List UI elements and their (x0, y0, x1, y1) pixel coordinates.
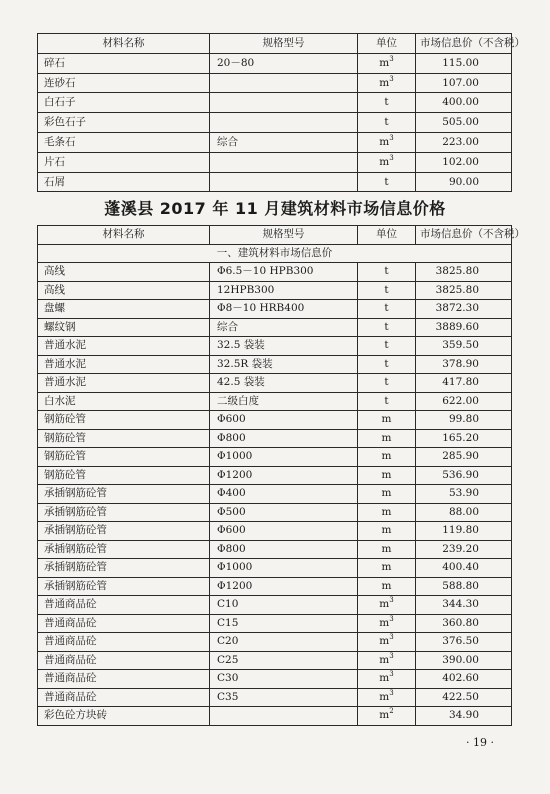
spec-cell: Φ600 (210, 411, 358, 430)
table-row (38, 300, 512, 319)
unit-text: m (381, 524, 392, 536)
price-cell: 417.80 (416, 374, 512, 393)
spec-cell: Φ8－10 HRB400 (210, 300, 358, 319)
price-cell: 505.00 (416, 113, 512, 133)
unit-text: m (379, 76, 390, 89)
unit-text: m (381, 413, 392, 425)
spec-cell (210, 152, 358, 172)
spec-cell: 20－80 (210, 53, 358, 73)
unit-cell (358, 318, 416, 337)
col-header-unit: 单位 (358, 34, 416, 54)
table-row (38, 688, 512, 707)
unit-text: m (379, 653, 390, 666)
table-row (38, 355, 512, 374)
col-header-price: 市场信息价（不含税） (416, 34, 512, 54)
material-name-cell: 白石子 (38, 93, 210, 113)
material-name-cell: 普通商品砼 (38, 688, 210, 707)
material-name-cell: 钢筋砼管 (38, 411, 210, 430)
unit-text: m (379, 135, 390, 148)
material-name-cell: 盘螺 (38, 300, 210, 319)
material-name-cell: 钢筋砼管 (38, 448, 210, 467)
unit-text: t (384, 357, 389, 370)
table-body-main (38, 263, 512, 726)
price-cell: 422.50 (416, 688, 512, 707)
unit-cell (358, 614, 416, 633)
section-row (38, 244, 512, 263)
price-cell: 90.00 (416, 172, 512, 192)
spec-cell: Φ1200 (210, 466, 358, 485)
price-cell: 3825.80 (416, 281, 512, 300)
spec-cell (210, 113, 358, 133)
unit-cell (358, 448, 416, 467)
table-row (38, 411, 512, 430)
spec-cell: Φ800 (210, 540, 358, 559)
price-cell: 588.80 (416, 577, 512, 596)
unit-cell (358, 485, 416, 504)
table-row (38, 429, 512, 448)
col-header-spec: 规格型号 (210, 226, 358, 245)
table-row (38, 670, 512, 689)
unit-cell (358, 93, 416, 113)
unit-text: t (384, 116, 389, 129)
material-name-cell: 普通商品砼 (38, 633, 210, 652)
material-name-cell: 白水泥 (38, 392, 210, 411)
price-cell: 88.00 (416, 503, 512, 522)
material-name-cell: 连砂石 (38, 73, 210, 93)
material-name-cell: 片石 (38, 152, 210, 172)
material-name-cell: 普通商品砼 (38, 614, 210, 633)
material-name-cell: 承插钢筋砼管 (38, 503, 210, 522)
col-header-name: 材料名称 (38, 226, 210, 245)
unit-cell (358, 503, 416, 522)
unit-text: t (384, 320, 389, 333)
unit-cell (358, 466, 416, 485)
price-cell: 378.90 (416, 355, 512, 374)
section-label: 一、建筑材料市场信息价 (38, 244, 512, 263)
material-name-cell: 螺纹钢 (38, 318, 210, 337)
unit-text: t (384, 394, 389, 407)
price-table-main (37, 225, 525, 726)
unit-text: t (384, 96, 389, 109)
unit-cell (358, 577, 416, 596)
material-name-cell: 高线 (38, 281, 210, 300)
unit-exponent: 3 (389, 596, 394, 604)
table-row (38, 466, 512, 485)
price-cell: 34.90 (416, 707, 512, 726)
unit-text: m (381, 542, 392, 555)
unit-text: t (384, 376, 389, 388)
table-row (38, 485, 512, 504)
price-cell: 376.50 (416, 633, 512, 652)
table-row (38, 633, 512, 652)
material-name-cell: 碎石 (38, 53, 210, 73)
price-cell: 536.90 (416, 466, 512, 485)
unit-cell (358, 596, 416, 615)
page-number: · 19 · (466, 736, 494, 749)
table-row (38, 577, 512, 596)
price-cell: 3872.30 (416, 300, 512, 319)
price-cell: 622.00 (416, 392, 512, 411)
table-row (38, 707, 512, 726)
table-body-top (38, 53, 512, 192)
price-cell: 165.20 (416, 429, 512, 448)
spec-cell: 32.5R 袋装 (210, 355, 358, 374)
unit-exponent: 3 (389, 633, 394, 641)
unit-cell (358, 688, 416, 707)
price-cell: 285.90 (416, 448, 512, 467)
unit-text: t (384, 175, 389, 188)
spec-cell: 12HPB300 (210, 281, 358, 300)
spec-cell: Φ1000 (210, 559, 358, 578)
spec-cell: C35 (210, 688, 358, 707)
spec-cell: Φ600 (210, 522, 358, 541)
spec-cell: Φ1200 (210, 577, 358, 596)
unit-cell (358, 113, 416, 133)
spec-cell: 32.5 袋装 (210, 337, 358, 356)
unit-text: m (381, 487, 392, 499)
material-name-cell: 承插钢筋砼管 (38, 577, 210, 596)
price-cell: 107.00 (416, 73, 512, 93)
unit-cell (358, 73, 416, 93)
page-title: 蓬溪县 2017 年 11 月建筑材料市场信息价格 (104, 199, 446, 218)
unit-text: m (381, 505, 392, 518)
material-name-cell: 普通商品砼 (38, 651, 210, 670)
spec-cell: C10 (210, 596, 358, 615)
price-cell: 115.00 (416, 53, 512, 73)
spec-cell (210, 93, 358, 113)
unit-cell (358, 132, 416, 152)
col-header-price: 市场信息价（不含税） (416, 226, 512, 245)
price-cell: 99.80 (416, 411, 512, 430)
material-name-cell: 承插钢筋砼管 (38, 485, 210, 504)
material-name-cell: 承插钢筋砼管 (38, 559, 210, 578)
table-row (38, 374, 512, 393)
price-cell: 239.20 (416, 540, 512, 559)
spec-cell: 综合 (210, 132, 358, 152)
unit-exponent: 3 (389, 614, 394, 623)
table-row (38, 93, 512, 113)
unit-text: m (381, 468, 392, 481)
unit-exponent: 2 (389, 707, 394, 715)
table-row (38, 281, 512, 300)
table-row (38, 559, 512, 578)
table-row (38, 263, 512, 282)
unit-cell (358, 522, 416, 541)
price-cell: 360.80 (416, 614, 512, 633)
table-row (38, 596, 512, 615)
spec-cell (210, 707, 358, 726)
price-cell: 400.40 (416, 559, 512, 578)
unit-cell (358, 300, 416, 319)
table-row (38, 73, 512, 93)
unit-cell (358, 429, 416, 448)
material-name-cell: 承插钢筋砼管 (38, 540, 210, 559)
unit-cell (358, 355, 416, 374)
price-cell: 390.00 (416, 651, 512, 670)
unit-text: t (384, 302, 389, 314)
table-row (38, 614, 512, 633)
spec-cell: Φ800 (210, 429, 358, 448)
unit-text: m (381, 561, 392, 573)
price-cell: 400.00 (416, 93, 512, 113)
spec-cell: Φ400 (210, 485, 358, 504)
unit-text: m (379, 598, 390, 610)
material-name-cell: 承插钢筋砼管 (38, 522, 210, 541)
unit-cell (358, 670, 416, 689)
unit-exponent: 3 (389, 74, 394, 83)
material-name-cell: 普通商品砼 (38, 596, 210, 615)
table-row (38, 392, 512, 411)
table-row (38, 448, 512, 467)
col-header-name: 材料名称 (38, 34, 210, 54)
spec-cell: 42.5 袋装 (210, 374, 358, 393)
table-row (38, 53, 512, 73)
price-cell: 119.80 (416, 522, 512, 541)
unit-cell (358, 633, 416, 652)
unit-cell (358, 152, 416, 172)
unit-exponent: 3 (389, 688, 394, 697)
material-name-cell: 普通水泥 (38, 374, 210, 393)
unit-exponent: 3 (389, 153, 394, 162)
unit-text: t (384, 283, 389, 296)
price-table-top (37, 33, 525, 192)
spec-cell: Φ500 (210, 503, 358, 522)
unit-text: m (379, 56, 390, 69)
material-name-cell: 彩色砼方块砖 (38, 707, 210, 726)
material-name-cell: 钢筋砼管 (38, 466, 210, 485)
price-cell: 53.90 (416, 485, 512, 504)
material-name-cell: 毛条石 (38, 132, 210, 152)
unit-text: t (384, 339, 389, 351)
spec-cell: C25 (210, 651, 358, 670)
unit-text: m (379, 709, 390, 721)
col-header-spec: 规格型号 (210, 34, 358, 54)
price-cell: 223.00 (416, 132, 512, 152)
material-name-cell: 普通水泥 (38, 355, 210, 374)
price-cell: 3825.80 (416, 263, 512, 282)
unit-text: m (381, 450, 392, 462)
price-cell: 102.00 (416, 152, 512, 172)
unit-text: m (379, 635, 390, 647)
unit-cell (358, 374, 416, 393)
table-row (38, 152, 512, 172)
unit-text: m (379, 616, 390, 629)
price-cell: 344.30 (416, 596, 512, 615)
unit-text: t (384, 265, 389, 277)
unit-cell (358, 559, 416, 578)
unit-cell (358, 707, 416, 726)
table-row (38, 318, 512, 337)
price-cell: 3889.60 (416, 318, 512, 337)
unit-cell (358, 172, 416, 192)
spec-cell (210, 172, 358, 192)
spec-cell: Φ1000 (210, 448, 358, 467)
spec-cell: 二级白度 (210, 392, 358, 411)
unit-exponent: 3 (389, 651, 394, 660)
price-cell: 359.50 (416, 337, 512, 356)
material-name-cell: 普通水泥 (38, 337, 210, 356)
unit-exponent: 3 (389, 670, 394, 678)
table-row (38, 172, 512, 192)
price-cell: 402.60 (416, 670, 512, 689)
table-row (38, 337, 512, 356)
unit-cell (358, 540, 416, 559)
spec-cell: Φ6.5－10 HPB300 (210, 263, 358, 282)
spec-cell (210, 73, 358, 93)
unit-exponent: 3 (389, 54, 394, 63)
spec-cell: C20 (210, 633, 358, 652)
table-header-row (38, 34, 512, 54)
unit-text: m (379, 672, 390, 684)
table-row (38, 540, 512, 559)
spec-cell: 综合 (210, 318, 358, 337)
material-name-cell: 钢筋砼管 (38, 429, 210, 448)
unit-cell (358, 392, 416, 411)
unit-cell (358, 337, 416, 356)
table-row (38, 503, 512, 522)
table-row (38, 113, 512, 133)
unit-exponent: 3 (389, 133, 394, 142)
unit-text: m (379, 690, 390, 703)
table-row (38, 651, 512, 670)
material-name-cell: 普通商品砼 (38, 670, 210, 689)
unit-cell (358, 263, 416, 282)
spec-cell: C15 (210, 614, 358, 633)
table-row (38, 522, 512, 541)
unit-cell (358, 411, 416, 430)
unit-text: m (381, 431, 392, 444)
material-name-cell: 彩色石子 (38, 113, 210, 133)
table-header-row (38, 226, 512, 245)
spec-cell: C30 (210, 670, 358, 689)
material-name-cell: 高线 (38, 263, 210, 282)
unit-text: m (381, 579, 392, 592)
unit-text: m (379, 155, 390, 168)
col-header-unit: 单位 (358, 226, 416, 245)
material-name-cell: 石屑 (38, 172, 210, 192)
unit-cell (358, 281, 416, 300)
table-row (38, 132, 512, 152)
unit-cell (358, 53, 416, 73)
unit-cell (358, 651, 416, 670)
